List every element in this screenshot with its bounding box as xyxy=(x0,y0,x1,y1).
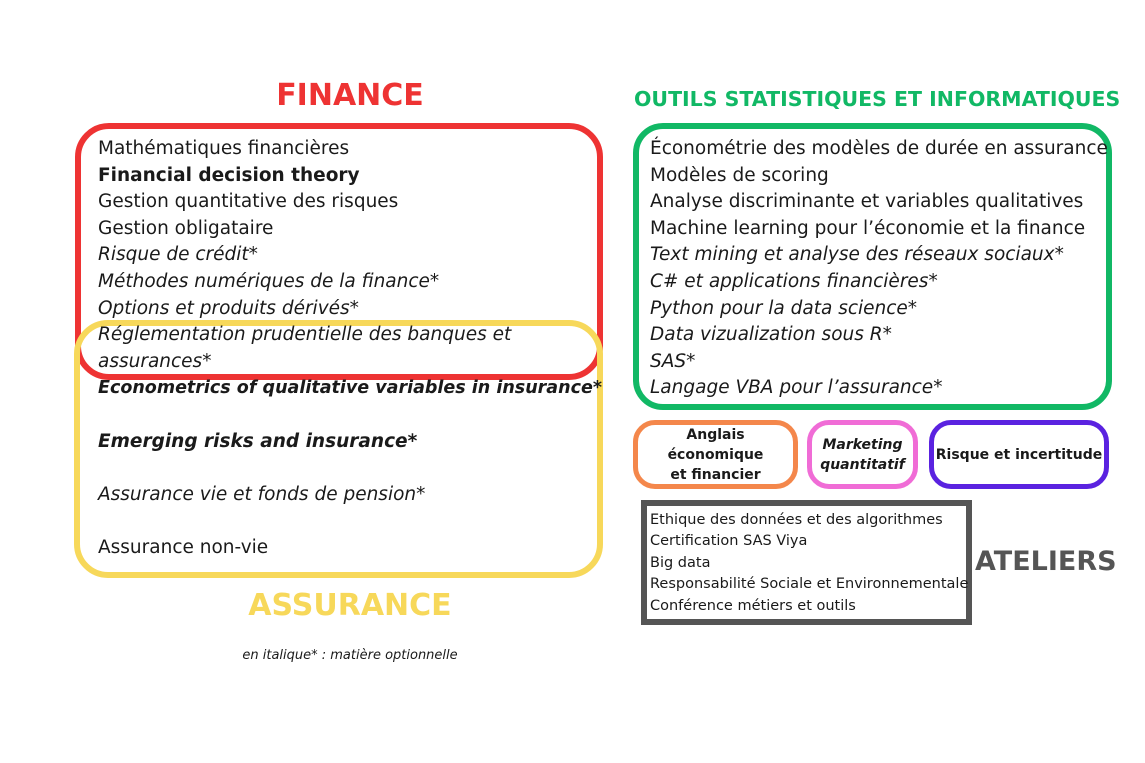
assurance-title: ASSURANCE xyxy=(248,588,452,623)
outils-title: OUTILS STATISTIQUES ET INFORMATIQUES xyxy=(634,87,1121,111)
course-item: Gestion obligataire xyxy=(98,217,274,239)
course-item: Python pour la data science* xyxy=(650,297,918,319)
finance-course-list xyxy=(98,136,602,562)
atelier-item: Ethique des données et des algorithmes xyxy=(650,512,943,528)
course-item: Data vizualization sous R* xyxy=(650,324,892,346)
risque-box xyxy=(929,420,1109,489)
course-item: Financial decision theory xyxy=(98,164,360,186)
course-item: SAS* xyxy=(650,350,696,372)
finance-title: FINANCE xyxy=(276,78,424,113)
anglais-line1: Anglais économique xyxy=(667,426,764,463)
course-item: Modèles de scoring xyxy=(650,164,829,186)
anglais-line2: et financier xyxy=(670,466,761,483)
course-item: C# et applications financières* xyxy=(650,270,938,292)
course-item: Assurance non-vie xyxy=(98,536,269,558)
risque-label: Risque et incertitude xyxy=(935,446,1103,463)
course-item: Emerging risks and insurance* xyxy=(98,430,418,452)
course-item: Analyse discriminante et variables qualitatives xyxy=(650,191,1084,213)
atelier-item: Big data xyxy=(650,554,711,571)
anglais-box xyxy=(633,420,798,489)
atelier-item: Conférence métiers et outils xyxy=(650,597,856,614)
atelier-item: Responsabilité Sociale et Environnementale xyxy=(650,576,969,593)
course-item: Econometrics of qualitative variables in insurance* xyxy=(98,378,602,399)
ateliers-list xyxy=(650,510,968,617)
course-item: Risque de crédit* xyxy=(98,244,258,266)
course-item: Mathématiques financières xyxy=(98,138,350,159)
outils-course-list xyxy=(650,136,1108,402)
course-item: Économétrie des modèles de durée en assurance xyxy=(650,138,1108,159)
course-item: assurances* xyxy=(98,350,212,372)
course-item: Assurance vie et fonds de pension* xyxy=(98,483,426,505)
marketing-line1: Marketing xyxy=(822,436,903,453)
course-item: Machine learning pour l’économie et la finance xyxy=(650,217,1086,239)
course-item: Gestion quantitative des risques xyxy=(98,191,399,213)
ateliers-title: ATELIERS xyxy=(975,546,1117,577)
marketing-line2: quantitatif xyxy=(820,456,905,473)
course-item: Réglementation prudentielle des banques et xyxy=(98,324,512,346)
marketing-box xyxy=(807,420,918,489)
optional-legend: en italique* : matière optionnelle xyxy=(242,648,458,663)
course-item: Langage VBA pour l’assurance* xyxy=(650,377,943,399)
course-item: Options et produits dérivés* xyxy=(98,297,359,319)
course-item: Méthodes numériques de la finance* xyxy=(98,270,440,292)
course-item: Text mining et analyse des réseaux sociaux* xyxy=(650,244,1064,266)
atelier-item: Certification SAS Viya xyxy=(650,533,808,550)
